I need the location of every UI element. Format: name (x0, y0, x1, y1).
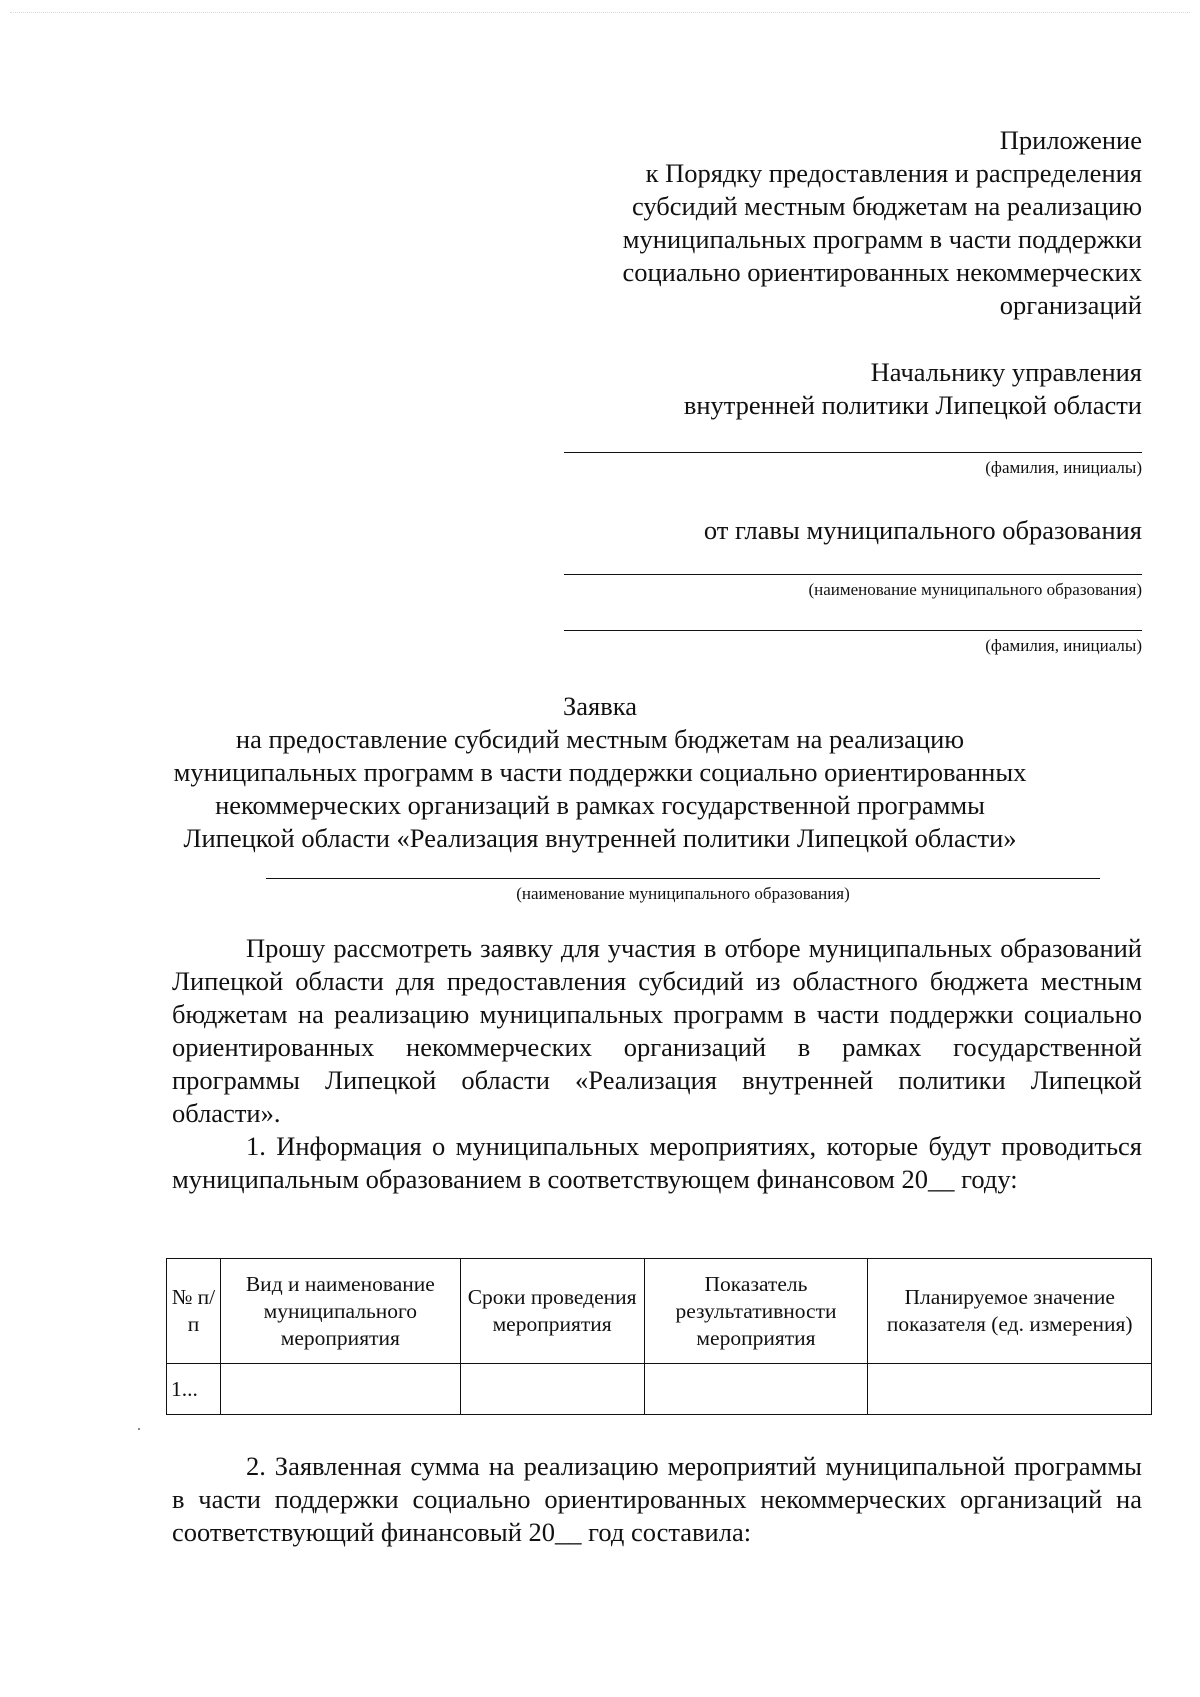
sender-name-line (564, 630, 1142, 631)
table-cell: 1... (167, 1364, 221, 1415)
sender-name-caption: (фамилия, инициалы) (985, 636, 1142, 655)
table-cell (644, 1364, 868, 1415)
sender-mo-line (564, 574, 1142, 575)
table-row (167, 1364, 1152, 1415)
appendix-line: к Порядку предоставления и распределения (645, 158, 1142, 188)
document-title (150, 690, 1050, 855)
header-event-name: Вид и наименование муниципального мероприятия (220, 1259, 460, 1364)
title-mo-caption: (наименование муниципального образования) (516, 884, 850, 903)
table-cell (868, 1364, 1152, 1415)
title-line: Липецкой области «Реализация внутренней политики Липецкой области» (183, 823, 1017, 853)
appendix-line: муниципальных программ в части поддержки (622, 224, 1142, 254)
appendix-line: субсидий местным бюджетам на реализацию (631, 191, 1142, 221)
title-line: муниципальных программ в части поддержки социально ориентированных (173, 757, 1027, 787)
paragraph-text: 2. Заявленная сумма на реализацию мероприятий муниципальной программы в части поддержки социально ориентированных некоммерческих организаций на соответствующий финансовый 20__ год составила: (172, 1451, 1142, 1547)
header-dates: Сроки проведения мероприятия (460, 1259, 644, 1364)
header-indicator: Показатель результативности мероприятия (644, 1259, 868, 1364)
sender-line: от главы муниципального образования (703, 515, 1142, 545)
table-header-row (167, 1259, 1152, 1364)
paragraph-text: Прошу рассмотреть заявку для участия в отборе муниципальных образований Липецкой области для предоставления субсидий из областного бюджета местным бюджетам на реализацию муниципальных программ в части поддержки социально ориентированных некоммерческих организаций в рамках государственной программы Липецкой области «Реализация внутренней политики Липецкой области». (172, 933, 1142, 1128)
title-line: Заявка (563, 691, 637, 721)
title-line: некоммерческих организаций в рамках государственной программы (215, 790, 985, 820)
addressee-block (462, 356, 1142, 422)
addressee-line: Начальнику управления (870, 357, 1142, 387)
scan-edge (10, 12, 1190, 13)
table-cell (220, 1364, 460, 1415)
header-number: № п/п (167, 1259, 221, 1364)
appendix-line: социально ориентированных некоммерческих (622, 257, 1142, 287)
events-table (166, 1258, 1152, 1415)
appendix-line: организаций (999, 290, 1142, 320)
title-line: на предоставление субсидий местным бюджетам на реализацию (235, 724, 965, 754)
paragraph-text: 1. Информация о муниципальных мероприятиях, которые будут проводиться муниципальным образованием в соответствующем финансовом 20__ году: (172, 1131, 1142, 1194)
title-mo-line (266, 878, 1100, 879)
table-cell (460, 1364, 644, 1415)
appendix-line: Приложение (999, 125, 1142, 155)
body-paragraph-2 (172, 1130, 1142, 1196)
sender-mo-caption: (наименование муниципального образования) (808, 580, 1142, 599)
addressee-caption: (фамилия, инициалы) (985, 458, 1142, 477)
scan-speck (138, 1428, 140, 1430)
body-paragraph-1 (172, 932, 1142, 1130)
addressee-line: внутренней политики Липецкой области (683, 390, 1142, 420)
header-planned-value: Планируемое значение показателя (ед. измерения) (868, 1259, 1152, 1364)
addressee-name-line (564, 452, 1142, 453)
appendix-header (462, 124, 1142, 322)
body-paragraph-3 (172, 1450, 1142, 1549)
